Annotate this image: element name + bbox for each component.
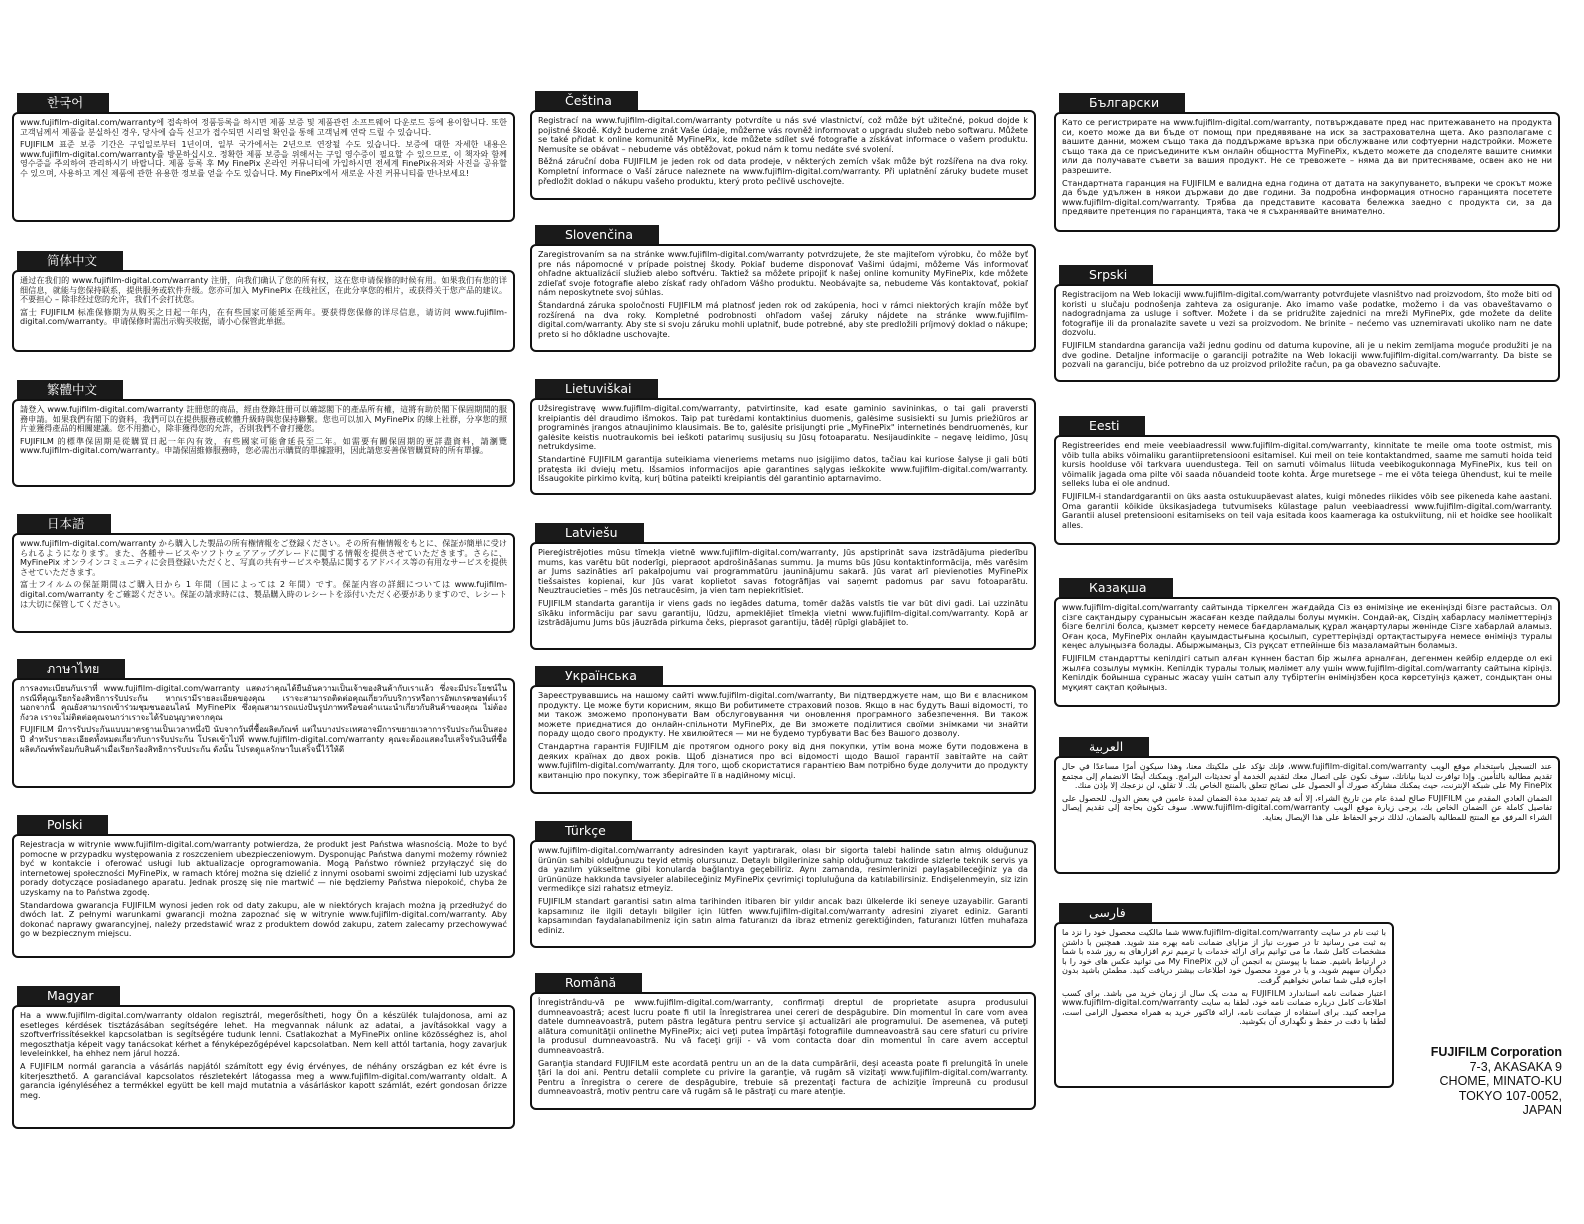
section-title: العربية [1059,737,1149,756]
section-title: Srpski [1059,265,1153,284]
paragraph: FUJIFILM มีการรับประกันแบบมาตรฐานเป็นเวลาหนึ่งปี นับจากวันที่ซื้อผลิตภัณฑ์ แต่ในบางประเทศอาจมีการขยายเวลาการรับประกันเป็นสองปี สำหรับรายละเอียดทั้งหมดเกี่ยวกับการรับประกัน โปรดเข้าไปที่ www.fujifilm-digital.com/warranty คุณจะต้องแสดงใบเสร็จรับเงินที่ซื้อผลิตภัณฑ์พร้อมกับสินค้าเมื่อเรียกร้องสิทธิการรับประกัน ดังนั้น โปรดดูแลรักษาใบเสร็จนี้ไว้ให้ดี [20,724,507,754]
section-title: Slovenčina [535,225,659,244]
section-body [1054,922,1394,1088]
address-line: JAPAN [1522,1103,1562,1117]
section-title: ภาษาไทย [17,659,125,678]
paragraph: 富士フイルムの保証期間はご購入日から 1 年間（国によっては 2 年間）です。保証内容の詳細については www.fujifilm-digital.com/warranty をご確認ください。保証の請求時には、製品購入時のレシートを添付いただく必要がありますので、レシートは大切に保管してください。 [20,579,507,609]
section-body [12,270,515,352]
paragraph: FUJIFILM-i standardgarantii on üks aasta ostukuupäevast alates, kuigi mõnedes riikides võib see pikeneda kahe aastani. Oma garantii kõikide üksikasjadega tutvumiseks külastage palun veebiaadressi www.fujifilm-digital.com/warranty. Garantii alusel pretensiooni esitamiseks on teil vaja esitada koos kaameraga ka ostukviitung, nii et hoidke see hoolikalt alles. [1062,490,1552,530]
section-slovak [530,224,1036,352]
section-title: Magyar [17,986,120,1005]
section-title: Български [1059,93,1185,112]
section-title: Eesti [1059,416,1145,435]
paragraph: 富士 FUJIFILM 标准保修期为从购买之日起一年内，在有些国家可能延至两年。要获得您保修的详尽信息，请访问 www.fujifilm-digital.com/warranty。申请保修时需出示购买收据，请小心保管此单据。 [20,306,507,327]
paragraph: 通过在我们的 www.fujifilm-digital.com/warranty 注册，向我们确认了您的所有权，这在您申请保修的时候有用。如果我们有您的详细信息，就能与您保持联系，提供服务或软件升级。您亦可加入 MyFinePix 在线社区，在此分享您的相片，或获得关于您产品的建议。不要担心 – 除非经过您的允许，我们不会打扰您。 [20,275,507,305]
section-lithuanian [530,378,1036,495]
section-title: Latviešu [535,523,644,542]
paragraph: FUJIFILM стандартты кепілдігі сатып алған күннен бастап бір жылға арналған, дегенмен кейбір елдерде ол екі жылға созылуы мүмкін. Кепілдік туралы толық мәлімет алу үшін www.fujifilm-digital.com/warranty сайтына кіріңіз. Кепілдік бойынша сұраныс жасау үшін сатып алу түбіртегін өніміңізбен қоса көрсетуіңіз қажет, сондықтан оны мұқият сақтап қойыңыз. [1062,652,1552,692]
paragraph: با ثبت نام در سایت www.fujifilm-digital.com/warranty شما مالکیت محصول خود را نزد ما به ثبت می رسانید تا در صورت نیاز از مزایای ضمانت نامه بهره مند شوید. همچنین با داشتن مشخصات کامل شما، ما می توانیم برای ارائه خدمات یا ترمیم نرم افزارهای به روز شده با شما در ارتباط باشیم. ضمنا با پیوستن به انجمن آن لاین My FinePix می توانید عکس های خود را با دیگران سهیم شوید، و یا در مورد محصول خود اطلاعات بیشتر دریافت کنید. مطمئن باشید بدون اجازه قبلی شما تماس نخواهیم گرفت. [1062,927,1386,985]
paragraph: Ha a www.fujifilm-digital.com/warranty oldalon regisztrál, megerősítheti, hogy Ön a készülék tulajdonosa, ami az esetleges kérdések tisztázásában segítségére lehet. Ha megvannak nálunk az adatai, a javításokkal vagy a szoftverfrissítésekkel kapcsolatban is segítségére tudunk lenni. Csatlakozhat a MyFinePix online közösséghez is, ahol megoszthatja képeit vagy tanácsokat kérhet a fényképezőgépével kapcsolatban. Nem kell attól tartania, hogy zavarjuk leveleinkkel, ha ehhez nem járul hozzá. [20,1010,507,1059]
section-czech [530,90,1036,200]
paragraph: Зареєструвавшись на нашому сайті www.fujifilm-digital.com/warranty, Ви підтверджуєте нам, що Ви є власником продукту. Це може бути корисним, якщо Ви робитимете страховий позов. Якщо в нас будуть Ваші відомості, то ми також зможемо пропонувати Вам обслуговування чи оновлення програмного забезпечення. Ви також можете приєднатися до онлайн-спільноти MyFinePix, де Ви зможете поділитися своїми знімками чи знайти пораду щодо свого продукту. Не хвилюйтеся — ми не будемо турбувати Вас без Вашого дозволу. [538,690,1028,739]
paragraph: Като се регистрирате на www.fujifilm-digital.com/warranty, потвърждавате пред нас притежаването на продукта си, което може да ви бъде от помощ при предявяване на иск за застрахователна щета. Ако разполагаме с вашите данни, можем също така да поддържаме връзка при обслужване или софтуерни надстройки. Можете също така да се присъедините към онлайн общността MyFinePix, където можете да споделяте вашите снимки или да получавате съвети за вашия продукт. Не се тревожете – няма да ви притесняваме, освен ако не ни разрешите. [1062,117,1552,175]
section-body [530,685,1036,794]
section-kazakh [1054,577,1560,707]
section-thai [12,658,515,788]
section-body [530,840,1036,948]
section-polish [12,814,515,958]
paragraph: Standardowa gwarancja FUJIFILM wynosi jeden rok od daty zakupu, ale w niektórych krajach można ją przedłużyć do dwóch lat. Z pełnymi warunkami gwarancji można zapoznać się w witrynie www.fujifilm-digital.com/warranty. Aby dokonać naprawy gwarancyjnej, należy przedstawić wraz z produktem dowód zakupu, zatem zalecamy przechowywać go w bezpiecznym miejscu. [20,899,507,939]
section-body [12,112,515,222]
paragraph: www.fujifilm-digital.com/warranty adresinden kayıt yaptırarak, olası bir sigorta talebi halinde satın almış olduğunuz ürünün sahibi olduğunuzu teyid etmiş olursunuz. Detaylı bilgilerinize sahip olduğumuz takdirde sizlerle teknik servis ya da yazılım yükseltme gibi konularda bağlantıya geçebiliriz. Aynı zamanda, resimlerinizi paylaşabileceğiniz ya da ürününüze hakkında tavsiyeler alabileceğiniz MyFinePix çevrimiçi topluluğuna da katılabilirsiniz. Endişelenmeyin, siz izin vermedikçe sizi rahatsız etmeyiz. [538,845,1028,894]
section-body [12,834,515,958]
section-estonian [1054,415,1560,545]
section-title: 日本語 [17,514,111,533]
section-title: Polski [17,815,108,834]
section-arabic [1054,736,1560,874]
corporation-name: FUJIFILM Corporation [1430,1045,1562,1059]
section-body [1054,284,1560,382]
section-latvian [530,522,1036,650]
address-line: TOKYO 107-0052, [1458,1088,1562,1103]
section-title: Lietuviškai [535,379,658,398]
section-title: 한국어 [17,93,109,112]
section-body [1054,756,1560,874]
section-hungarian [12,985,515,1129]
paragraph: www.fujifilm-digital.com/warranty から購入した製品の所有権情報をご登録ください。その所有権情報をもとに、保証が簡単に受けられるようになります。また、各種サービスやソフトウェアアップグレードに関する情報を提供させていただきます。さらに、MyFinePix オンラインコミュニティに会員登録いただくと、写真の共有サービスや製品に関するアドバイス等の有用なサービスを提供させていただきます。 [20,538,507,577]
address-line: CHOME, MINATO-KU [1439,1074,1562,1088]
paragraph: Piereģistrējoties mūsu tīmekļa vietnē www.fujifilm-digital.com/warranty, Jūs apstiprināt sava izstrādājuma piederību mums, kas varētu būt noderīgi, piepraσot apdrošināšanas summu. Ja mums būs Jūsu kontaktinformācija, mēs varēsim ar Jums sazināties arī pakalpojumu vai programmatūru jauninājumu sakarā. Jūs varat arī pievienoties MyFinePix tiešsaistes kopienai, kur Jūs varat koplietot savas fotogrāfijas vai saņemt padomus par savu fotoaparātu. Neuztraucieties – mēs Jūs netraucēsim, ja vien tam nepiekritīsiet. [538,547,1028,596]
section-body [530,110,1036,200]
section-bulgarian [1054,92,1560,232]
paragraph: A FUJIFILM normál garancia a vásárlás napjától számított egy évig érvényes, de néhány országban ez két évre is kiterjeszthető. A garanciával kapcsolatos részletekért látogassa meg a www.fujifilm-digital.com/warranty oldalt. A garancia igényléséhez a termékkel együtt be kell majd mutatnia a vásárláskor kapott számlát, ezért gondosan őrizze meg. [20,1060,507,1100]
paragraph: FUJIFILM 표준 보증 기간은 구입일로부터 1년이며, 일부 국가에서는 2년으로 연장될 수도 있습니다. 보증에 대한 자세한 내용은 www.fujifilm-digital.com/warranty를 방문하십시오. 정확한 제품 보증을 위해서는 구입 영수증이 필요할 수 있으므로, 이 책자와 함께 영수증을 주의하여 관리하시기 바랍니다. 제품 등록 후 My FinePix 온라인 커뮤니티에 가입하시면 전세계 FinePix유저와 사진을 공유할 수 있으며, 사용하고 계신 제품에 관한 유용한 정보를 얻을 수도 있습니다. My FinePix에서 새로운 사진 커뮤니티를 만나보세요! [20,139,507,178]
paragraph: Стандартна гарантія FUJIFILM діє протягом одного року від дня покупки, утім вона може бути подовжена в деяких країнах до двох років. Щоб дізнатися про всі відомості щодо Вашої гарантії завітайте на сайт www.fujifilm-digital.com/warranty. Для того, щоб скористатися гарантією Вам потрібно буде долучити до продукту квитанцію про покупку, тож зберігайте її в надійному місці. [538,740,1028,780]
section-chinese-traditional [12,379,515,487]
paragraph: Standartinė FUJIFILM garantija suteikiama vieneriems metams nuo įsigijimo datos, tačiau kai kuriose šalyse ji gali būti pratęsta iki dviejų metų. Išsamios informacijos apie garantines sąlygas ieškokite www.fujifilm-digital.com/warranty. Išsaugokite pirkimo kvitą, kurį būtina pateikti kreipiantis dėl garantinio aptarnavimo. [538,453,1028,484]
section-persian [1054,902,1394,1088]
address-line: 7-3, AKASAKA 9 [1469,1059,1562,1074]
paragraph: Registracijom na Web lokaciji www.fujifilm-digital.com/warranty potvrđujete vlasništvo nad proizvodom, što može biti od koristi u slučaju podnošenja zahteva za osiguranje. Ako imamo vaše podatke, možemo i da vas obaveštavamo o nadogradnjama za usluge i softver. Možete i da se pridružite zajednici na mreži MyFinePix, gde možete da delite fotografije ili da pronalazite savete u vezi sa proizvodom. Ne brinite – nećemo vas uznemiravati ukoliko nam ne date dozvolu. [1062,289,1552,338]
section-body [12,678,515,788]
section-title: Čeština [535,91,638,110]
section-title: فارسی [1059,903,1152,922]
paragraph: Zaregistrovaním sa na stránke www.fujifilm-digital.com/warranty potvrdzujete, že ste majiteľom výrobku, čo môže byť pre nás nápomocné v prípade poistnej škody. Pokiaľ budeme disponovať Vašimi údajmi, môžeme Vás informovať ohľadne aktualizácií služieb alebo softvéru. Taktiež sa môžete pripojiť k našej online komunity MyFinePix, kde môžete zdieľať svoje fotografie alebo získať rady ohľadom Vášho produktu. Neobávajte sa, nebudeme Vás kontaktovať, pokiaľ nám neposkytnete svoj súhlas. [538,249,1028,298]
section-body [530,542,1036,650]
paragraph: Užsiregistravę www.fujifilm-digital.com/warranty, patvirtinsite, kad esate gaminio savininkas, o tai gali praversti kreipiantis dėl draudimo išmokos. Taip pat turėdami kontaktinius duomenis, galėsime susisiekti su Jumis priežiūros ar programinės įrangos atnaujinimo klausimais. Be to, galėsite prisijungti prie „MyFinePix" internetinės bendruomenės, kur galėsite keistis nuotraukomis bei ieškoti patarimų susijusių su Jūsų fotoaparatu. Nesijaudinkite – negavę leidimo, Jūsų netrukdysime. [538,403,1028,452]
section-body [530,244,1036,352]
section-body [1054,435,1560,545]
section-turkish [530,820,1036,948]
section-body [12,399,515,487]
paragraph: عند التسجيل باستخدام موقع الويب www.fujifilm-digital.com/warranty، فإنك تؤكد على ملكيتك معنا، وهذا سيكون أمرًا مساعدًا في حال تقديم مطالبة بالتأمين. وإذا توافرت لدينا بياناتك، سوف نكون على اتصال معك لتقديم الخدمة أو تحديثات البرامج. ويمكنك أيضًا الانضمام إلى مجتمع My FinePix على شبكة الإنترنت، حيث يمكنك مشاركة صورك أو الحصول على نصائح تتعلق بالمنتج الخاص بك. لا تقلق، لن نزعجك إلا بإذن منك. [1062,761,1552,791]
paragraph: Registrací na www.fujifilm-digital.com/warranty potvrdíte u nás své vlastnictví, což může být užitečné, pokud dojde k pojistné škodě. Když budeme znát Vaše údaje, můžeme vás rovněž informovat o upgradu služeb nebo softwaru. Můžete se také přidat k online komunitě MyFinePix, kde můžete sdílet své fotografie a získávat informace o vašem produktu. Nemusíte se obávat – nebudeme vás obtěžovat, pokud nám k tomu nedáte své svolení. [538,115,1028,154]
paragraph: www.fujifilm-digital.com/warranty сайтында тіркелген жағдайда Сіз өз өнімізіңе ие екеніңізді бізге растайсыз. Ол сізге сақтандыру сұранысын жасаған кезде пайдалы болуы мүмкін. Сондай-ақ, Сіздің хабарласу мәліметтеріңіз бізге белгілі болса, қызмет көрсету немесе бағдарламалық құрал жаңартулары жөнінде Сізге хабарлай аламыз. Оған қоса, MyFinePix онлайн қауымдастығына қосылып, суреттеріңізді ортақтастыруға немесе өніміңіз туралы кеңес алуыңызға болады. Абыржымаңыз, Сіз рұқсат етпейінше біз мазаламайтын боламыз. [1062,602,1552,651]
paragraph: Štandardná záruka spoločnosti FUJIFILM má platnosť jeden rok od zakúpenia, hoci v rámci niektorých krajín môže byť rozšírená na dva roky. Kompletné podrobnosti ohľadom vašej záruky nájdete na stránke www.fujifilm-digital.com/warranty. Aby ste si svoju záruku mohli uplatniť, bude potrebné, aby ste predložili príjmový doklad o nákupe; preto si ho dôkladne uschovajte. [538,299,1028,339]
section-title: Казақша [1059,578,1173,597]
section-romanian [530,972,1036,1110]
paragraph: Rejestracja w witrynie www.fujifilm-digital.com/warranty potwierdza, że produkt jest Państwa własnością. Może to być pomocne w przypadku występowania z roszczeniem ubezpieczeniowym. Dysponując Państwa danymi możemy również być w kontakcie i oferować usługi lub aktualizacje oprogramowania. Mogą Państwo również przyłączyć się do internetowej społeczności MyFinePix, w ramach której można się dzielić z innymi osobami swoimi zdjęciami lub uzyskać porady dotyczące posiadanego aparatu. Jednak proszę się nie martwić — nie będziemy Państwa niepokoić, chyba że uzyskamy na to Państwa zgodę. [20,839,507,897]
corporation-address [1396,1045,1562,1118]
section-title: 繁體中文 [17,380,123,399]
section-title: Română [535,973,642,992]
section-body [12,1005,515,1129]
section-body [1054,597,1560,707]
section-body [530,992,1036,1110]
paragraph: FUJIFILM standarta garantija ir viens gads no iegādes datuma, tomēr dažās valstīs tie var būt divi gadi. Lai uzzinātu sīkāku informāciju par savu garantiju, lūdzu, apmeklējiet tīmekļa vietni www.fujifilm-digital.com/warranty. Kopā ar izstrādājumu Jums būs jāuzrāda pirkuma čeks, pieprasot garantiju, tādēļ rūpīgi glabājiet to. [538,597,1028,628]
paragraph: الضمان العادي المقدم من FUJIFILM صالح لمدة عام من تاريخ الشراء، إلا أنه قد يتم تمديد مدة الضمان لمدة عامين في بعض الدول. للحصول على تفاصيل كاملة عن الضمان الخاص بك، يرجى زيارة موقع الويب www.fujifilm-digital.com/warranty. سوف تكون بحاجة إلى تقديم إيصال الشراء المرفق مع المنتج للمطالبة بالضمان، لذلك نرجو الحفاظ على هذا الإيصال بعناية. [1062,792,1553,822]
section-body [530,398,1036,495]
section-ukrainian [530,665,1036,794]
section-serbian [1054,264,1560,382]
paragraph: اعتبار ضمانت نامه استاندارد FUJIFILM به مدت یک سال از زمان خرید می باشد. برای کسب اطلاعات کامل درباره ضمانت نامه خود، لطفا به سایت www.fujifilm-digital.com/warranty مراجعه کنید. برای استفاده از ضمانت نامه، ارائه فاکتور خرید به همراه محصول الزامی است، لطفا با دقت در حفظ و نگهداری آن بکوشید. [1062,987,1386,1027]
section-title: Türkçe [535,821,632,840]
section-body [1054,112,1560,232]
section-korean [12,92,515,222]
paragraph: การลงทะเบียนกับเราที่ www.fujifilm-digital.com/warranty แสดงว่าคุณได้ยืนยันความเป็นเจ้าของสินค้ากับเราแล้ว ซึ่งจะมีประโยชน์ในกรณีที่คุณเรียกร้องสิทธิการรับประกัน หากเรามีรายละเอียดของคุณ เราจะสามารถติดต่อคุณเกี่ยวกับบริการหรือการอัพเกรดซอฟต์แวร์ นอกจากนี้ คุณยังสามารถเข้าร่วมชุมชนออนไลน์ MyFinePix ซึ่งคุณสามารถแบ่งปันรูปภาพหรือขอคำแนะนำเกี่ยวกับสินค้าของคุณ ไม่ต้องกังวล เราจะไม่ติดต่อคุณจนกว่าเราจะได้รับอนุญาตจากคุณ [20,683,507,722]
paragraph: Běžná záruční doba FUJIFILM je jeden rok od data prodeje, v některých zemích však může být rozšířena na dva roky. Kompletní informace o Vaší záruce naleznete na www.fujifilm-digital.com/warranty. Při uplatnění záruky budete muset předložit doklad o nákupu vašeho produktu, který proto pečlivě uschovejte. [538,156,1028,186]
section-body [12,533,515,633]
paragraph: Registreerides end meie veebiaadressil www.fujifilm-digital.com/warranty, kinnitate te meile oma toote ostmist, mis võib tulla abiks võimaliku garantiipretensiooni esitamisel. Kui meil on teie kontaktandmed, saame me samuti hoida teid kursis hoolduse või tarkvara uuendustega. Teil on samuti võimalus liituda veebikogukonnaga MyFinePix, kus teil on võimalik jagada oma pilte või saada nõuandeid toote kohta. Ärge muretsege – me ei võta teiega ühendust, kui te meile selleks luba ei ole andnud. [1062,440,1552,489]
section-title: Українська [535,666,663,685]
section-title: 简体中文 [17,251,123,270]
paragraph: Înregistrându-vă pe www.fujifilm-digital.com/warranty, confirmaţi dreptul de proprietate asupra produsului dumneavoastră; acest lucru poate fi util la înregistrarea unei cereri de despăgubire. Din momentul în care vom avea datele dumneavoastră, putem păstra legătura pentru service şi actualizări ale programului. De asemenea, vă puteţi alătura comunităţii onlinethe MyFinePix; aici veţi putea împărtăşi fotografiile dumneavoastră sau cere sfaturi cu privire la produsul dumneavoastră. Nu vă faceţi griji - vă vom contacta doar din momentul în care avem acceptul dumneavoastră. [538,997,1028,1055]
section-japanese [12,513,515,633]
paragraph: FUJIFILM 的標準保固期是從購買日起一年內有效，有些國家可能會延長至二年。如需要有關保固期的更詳盡資料，請瀏覽 www.fujifilm-digital.com/warranty。申請保固維修服務時，您必需出示購買的單據證明，因此請您妥善保管購買時的所有單據。 [20,435,507,456]
paragraph: FUJIFILM standardna garancija važi jednu godinu od datuma kupovine, ali je u nekim zemljama moguće produžiti je na dve godine. Detaljne informacije o garanciji potražite na Web lokaciji www.fujifilm-digital.com/warranty. Da biste se pozvali na garanciju, biće potrebno da uz proizvod priložite račun, pa ga obavezno sačuvajte. [1062,339,1552,370]
section-chinese-simplified [12,250,515,352]
paragraph: Стандартната гаранция на FUJIFILM е валидна една година от датата на закупуването, въпреки че срокът може да бъде удължен в някои държави до две години. За подробна информация относно гаранцията посетете www.fujifilm-digital.com/warranty. Трябва да представите касовата бележка заедно с продукта си, за да предявите претенция по гаранцията, така че я съхранявайте внимателно. [1062,177,1552,217]
paragraph: www.fujifilm-digital.com/warranty에 접속하여 정품등록을 하시면 제품 보증 및 제품관련 소프트웨어 다운로드 등에 용이합니다. 또한 고객님께서 제품을 분실하신 경우, 당사에 습득 신고가 접수되면 시리얼 확인을 통해 고객님께 연락 드릴 수 있습니다. [20,117,507,137]
paragraph: 請登入 www.fujifilm-digital.com/warranty 註冊您的商品，經由登錄註冊可以確認閣下的產品所有權，這將有助於閣下保固期間的服務申請。如果我們有閣下的資料，我們可以在提供服務或軟體升級時與您保持聯繫。您也可以加入 MyFinePix 的線上社群，分享您的照片並獲得產品的相關建議。您不用擔心，除非獲得您的允許，否則我們不會打擾您。 [20,404,507,434]
paragraph: Garanţia standard FUJIFILM este acordată pentru un an de la data cumpărării, deşi aceasta poate fi prelungită în unele ţări la doi ani. Pentru detalii complete cu privire la garanţie, vă rugăm să vizitaţi www.fujifilm-digital.com/warranty. Pentru a înregistra o cerere de despăgubire, trebuie să prezentaţi factura de achiziţie împreună cu produsul dumneavoastră, motiv pentru care vă rugăm să le păstraţi cu mare atenţie. [538,1057,1028,1097]
paragraph: FUJIFILM standart garantisi satın alma tarihinden itibaren bir yıldır ancak bazı ülkelerde iki seneye uzayabilir. Garanti kapsamınız ile ilgili detaylı bilgiler için lütfen www.fujifilm-digital.com/warranty adresini ziyaret ediniz. Garanti kapsamından faydalanabilmeniz için satın alma faturanızı da ibraz etmeniz gerektiğinden, faturanızı lütfen muhafaza ediniz. [538,895,1028,935]
